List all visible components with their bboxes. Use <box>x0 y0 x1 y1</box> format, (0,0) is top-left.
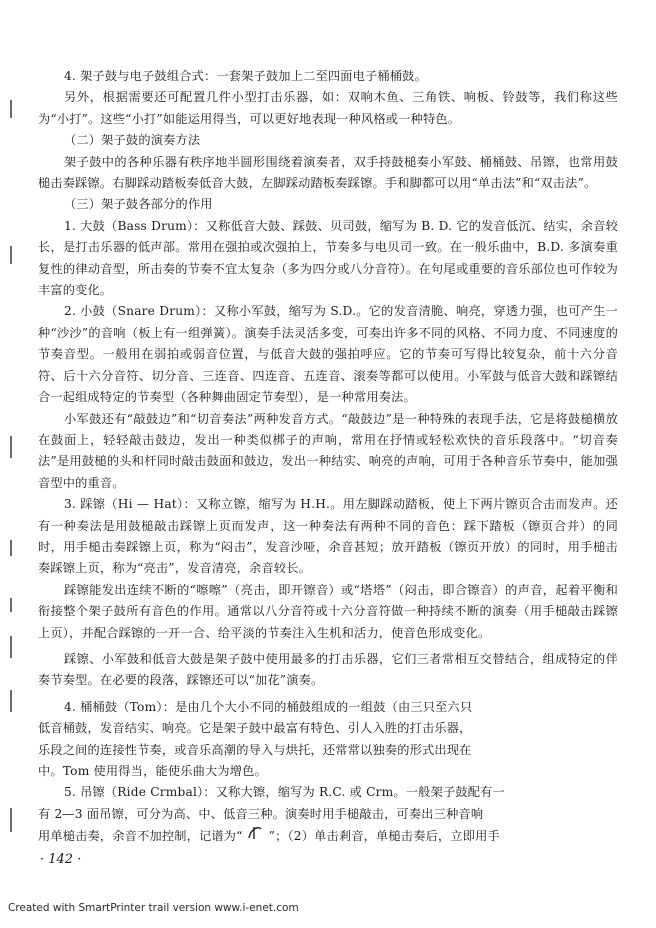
section-heading-playing-method: （二）架子鼓的演奏方法 <box>64 133 201 148</box>
margin-mark <box>10 540 12 556</box>
margin-mark <box>10 598 12 612</box>
paragraph-small-percussion: 另外，根据需要还可配置几件小型打击乐器，如：双响木鱼、三角铁、响板、铃鼓等，我们称这些为“小打”。这些“小打”如能运用得当，可以更好地表现一种风格或一种特色。 <box>38 90 618 126</box>
watermark-text: Created with SmartPrinter trail version www.i-enet.com <box>8 902 299 914</box>
margin-mark <box>10 808 12 832</box>
section-heading-parts-function: （三）架子鼓各部分的作用 <box>64 197 213 212</box>
margin-mark <box>10 246 12 264</box>
paragraph-tom-line-3: 乐段之间的连接性节奏，或音乐高潮的导入与烘托，还常常以独奏的形式出现在 <box>38 742 472 757</box>
paragraph-ride-line-2: 有 2—3 面吊镲，可分为高、中、低音三种。演奏时用手槌敲击，可奏出三种音响 <box>38 806 484 821</box>
paragraph-bass-drum: 1. 大鼓（Bass Drum）：又称低音大鼓、踩鼓、贝司鼓，缩写为 B. D. 它的发音低沉、结实，余音较长，是打击乐器的低声部。常用在强拍或次强拍上，节奏多与电贝司一致。在一般乐曲中，B.D. 多演奏重复性的律动音型，所击奏的节奏不宜太复杂（多为四分或八分音符）。在句尾或重要的音乐部位也可作较为丰富的变化。 <box>38 218 618 298</box>
margin-mark <box>10 690 12 712</box>
paragraph-tom-line-1: 4. 桶桶鼓（Tom）：是由几个大小不同的桶鼓组成的一组鼓（由三只至六只 <box>64 699 473 714</box>
paragraph-playing-method: 架子鼓中的各种乐器有秩序地半圆形围绕着演奏者，双手持鼓槌奏小军鼓、桶桶鼓、吊镲，也常用鼓槌击奏踩镲。右脚踩动踏板奏低音大鼓，左脚踩动踏板奏踩镲。手和脚都可以用“单击法”和“双击法”。 <box>38 154 618 191</box>
let-ring-notation-icon <box>245 825 267 848</box>
margin-mark <box>10 436 12 458</box>
paragraph-snare-drum: 2. 小鼓（Snare Drum）：又称小军鼓，缩写为 S.D.。它的发音清脆、响亮，穿透力强，也可产生一种“沙沙”的音响（板上有一组弹簧）。演奏手法灵活多变，可奏出许多不同的风格、不同力度、不同速度的节奏音型。一般用在弱拍或弱音位置，与低音大鼓的强拍呼应。它的节奏可写得比较复杂，前十六分音符、后十六分音符、切分音、三连音、四连音、五连音、滚奏等都可以使用。小军鼓与低音大鼓和踩镲结合一起组成特定的节奏型（各种舞曲固定节奏型），是一种常用奏法。 <box>38 304 618 405</box>
paragraph-snare-techniques: 小军鼓还有“敲鼓边”和“切音奏法”两种发音方式。“敲鼓边”是一种特殊的表现手法，它是将鼓槌横放在鼓面上，轻轻敲击鼓边，发出一种类似梆子的声响，常用在抒情或轻松欢快的音乐段落中。“切音奏法”是用鼓槌的头和杆同时敲击鼓面和鼓边，发出一种结实、响亮的声响，可用于各种音乐节奏中，能加强音型中的重音。 <box>38 411 618 490</box>
body-text <box>38 66 618 849</box>
ride-line-3-start: 用单槌击奏，余音不加控制，记谱为“ <box>38 829 243 844</box>
paragraph-hi-hat-role: 踩镲能发出连续不断的“嚓嚓”（亮击，即开镲音）或“塔塔”（闷击，即合镲音）的声音，起着平衡和衔接整个架子鼓所有音色的作用。通常以八分音符或十六分音符做一种持续不断的演奏（用手槌敲击踩镲上页），并配合踩镲的一开一合、给平淡的节奏注入生机和活力，使音色形成变化。 <box>38 582 618 640</box>
paragraph-ride-line-3 <box>38 825 618 848</box>
paragraph-combo-kit: 4. 架子鼓与电子鼓组合式：一套架子鼓加上二至四面电子桶桶鼓。 <box>64 69 427 83</box>
paragraph-hi-hat: 3. 踩镲（Hi — Hat）：又称立镲，缩写为 H.H.。用左脚踩动踏板，使上下两片镲页合击而发声。还有一种奏法是用鼓槌敲击踩镲上页而发声，这一种奏法有两种不同的音色：踩下踏板（镲页合并）的同时，用手槌击奏踩镲上页，称为“闷击”，发音沙哑，余音甚短；放开踏板（镲页开放）的同时，用手槌击奏踩镲上页，称为“亮击”，发音清亮，余音较长。 <box>38 497 618 576</box>
paragraph-tom-line-4: 中。Tom 使用得当，能使乐曲大为增色。 <box>38 764 267 778</box>
margin-mark <box>10 636 12 658</box>
ride-line-3-end: ”；（2）单击剎音，单槌击奏后，立即用手 <box>268 829 500 844</box>
paragraph-ride-line-1: 5. 吊镲（Ride Crmbal）：又称大镲，缩写为 R.C. 或 Crm。一般架子鼓配有一 <box>64 785 505 800</box>
paragraph-combination: 踩镲、小军鼓和低音大鼓是架子鼓中使用最多的打击乐器，它们三者常相互交替结合，组成特定的伴奏节奏型。在必要的段落，踩镲还可以“加花”演奏。 <box>38 651 618 688</box>
margin-mark <box>10 100 12 118</box>
paragraph-tom-line-2: 低音桶鼓，发音结实、响亮。它是架子鼓中最富有特色、引人入胜的打击乐器， <box>38 721 472 736</box>
page-number: · 142 · <box>40 852 82 867</box>
